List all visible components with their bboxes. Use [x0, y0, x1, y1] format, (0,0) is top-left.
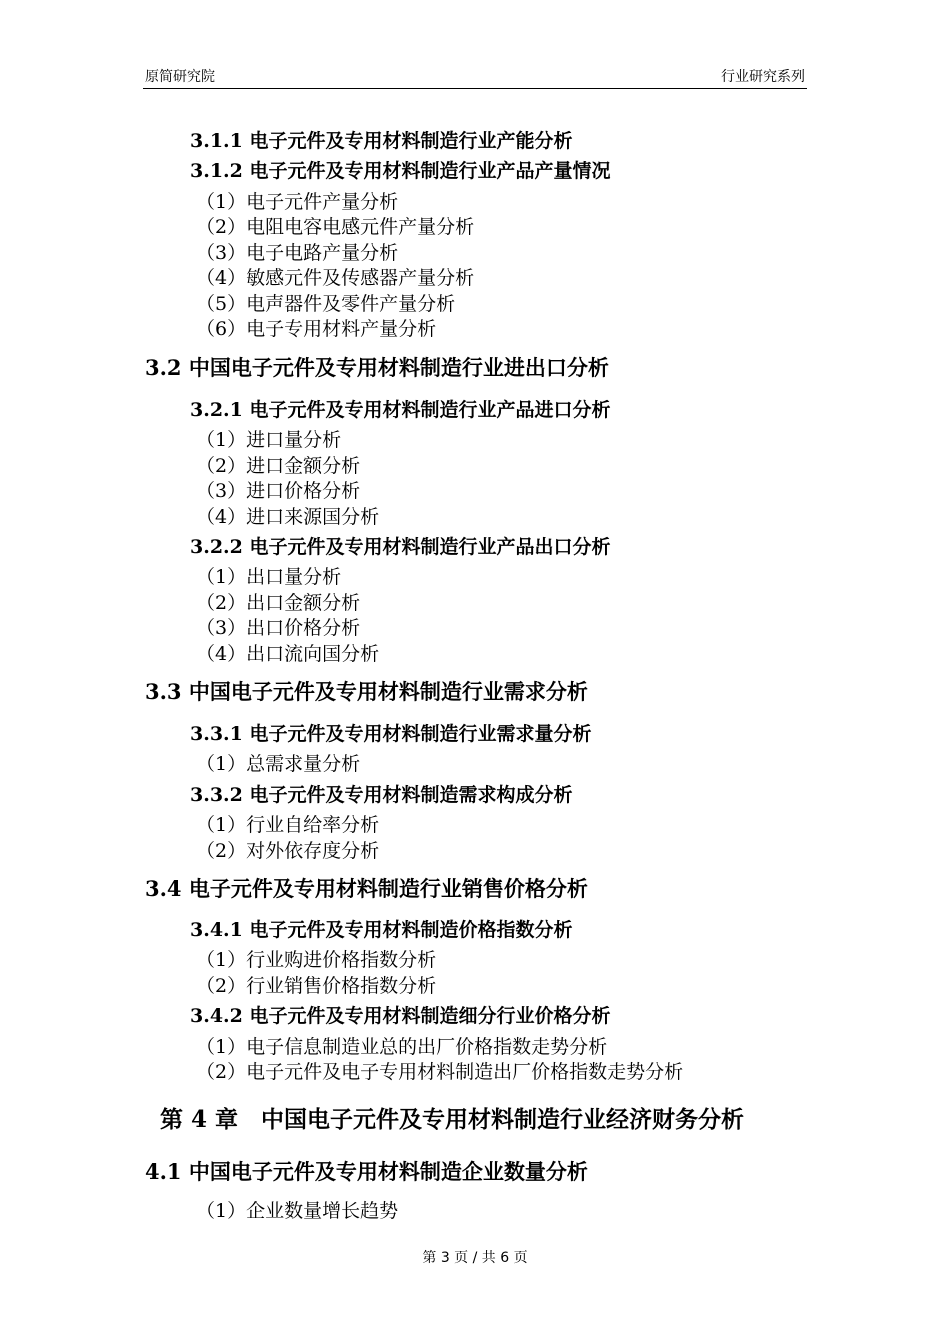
subsection-heading: 3.2.1 电子元件及专用材料制造行业产品进口分析 [190, 399, 611, 421]
toc-item: （1）进口量分析 [196, 429, 342, 451]
toc-item: （5）电声器件及零件产量分析 [196, 293, 456, 315]
toc-item: （4）敏感元件及传感器产量分析 [196, 267, 475, 289]
section-heading: 3.3 中国电子元件及专用材料制造行业需求分析 [145, 679, 588, 704]
header-divider [143, 88, 807, 89]
subsection-heading: 3.2.2 电子元件及专用材料制造行业产品出口分析 [190, 536, 611, 558]
toc-item: （2）对外依存度分析 [196, 840, 380, 862]
toc-item: （3）出口价格分析 [196, 617, 361, 639]
section-heading: 3.2 中国电子元件及专用材料制造行业进出口分析 [145, 355, 609, 380]
toc-item: （1）电子信息制造业总的出厂价格指数走势分析 [196, 1036, 608, 1058]
toc-item: （4）进口来源国分析 [196, 506, 380, 528]
chapter-heading: 第 4 章 中国电子元件及专用材料制造行业经济财务分析 [160, 1106, 745, 1133]
toc-item: （3）进口价格分析 [196, 480, 361, 502]
toc-item: （2）进口金额分析 [196, 455, 361, 477]
toc-item: （1）企业数量增长趋势 [196, 1200, 399, 1222]
header-org-name: 原简研究院 [145, 69, 215, 85]
toc-item: （2）电子元件及电子专用材料制造出厂价格指数走势分析 [196, 1061, 684, 1083]
subsection-heading: 3.1.1 电子元件及专用材料制造行业产能分析 [190, 130, 573, 152]
section-heading: 4.1 中国电子元件及专用材料制造企业数量分析 [145, 1159, 588, 1184]
subsection-heading: 3.3.1 电子元件及专用材料制造行业需求量分析 [190, 723, 592, 745]
subsection-heading: 3.3.2 电子元件及专用材料制造需求构成分析 [190, 784, 573, 806]
subsection-heading: 3.4.2 电子元件及专用材料制造细分行业价格分析 [190, 1005, 611, 1027]
toc-item: （1）行业自给率分析 [196, 814, 380, 836]
page-number: 第 3 页 / 共 6 页 [422, 1250, 528, 1266]
subsection-heading: 3.4.1 电子元件及专用材料制造价格指数分析 [190, 919, 573, 941]
toc-item: （2）行业销售价格指数分析 [196, 975, 437, 997]
section-heading: 3.4 电子元件及专用材料制造行业销售价格分析 [145, 876, 588, 901]
toc-item: （1）出口量分析 [196, 566, 342, 588]
header-series-name: 行业研究系列 [721, 69, 805, 85]
toc-item: （6）电子专用材料产量分析 [196, 318, 437, 340]
toc-item: （3）电子电路产量分析 [196, 242, 399, 264]
toc-item: （2）电阻电容电感元件产量分析 [196, 216, 475, 238]
toc-item: （1）电子元件产量分析 [196, 191, 399, 213]
subsection-heading: 3.1.2 电子元件及专用材料制造行业产品产量情况 [190, 160, 611, 182]
toc-item: （1）总需求量分析 [196, 753, 361, 775]
toc-item: （4）出口流向国分析 [196, 643, 380, 665]
toc-item: （1）行业购进价格指数分析 [196, 949, 437, 971]
toc-item: （2）出口金额分析 [196, 592, 361, 614]
